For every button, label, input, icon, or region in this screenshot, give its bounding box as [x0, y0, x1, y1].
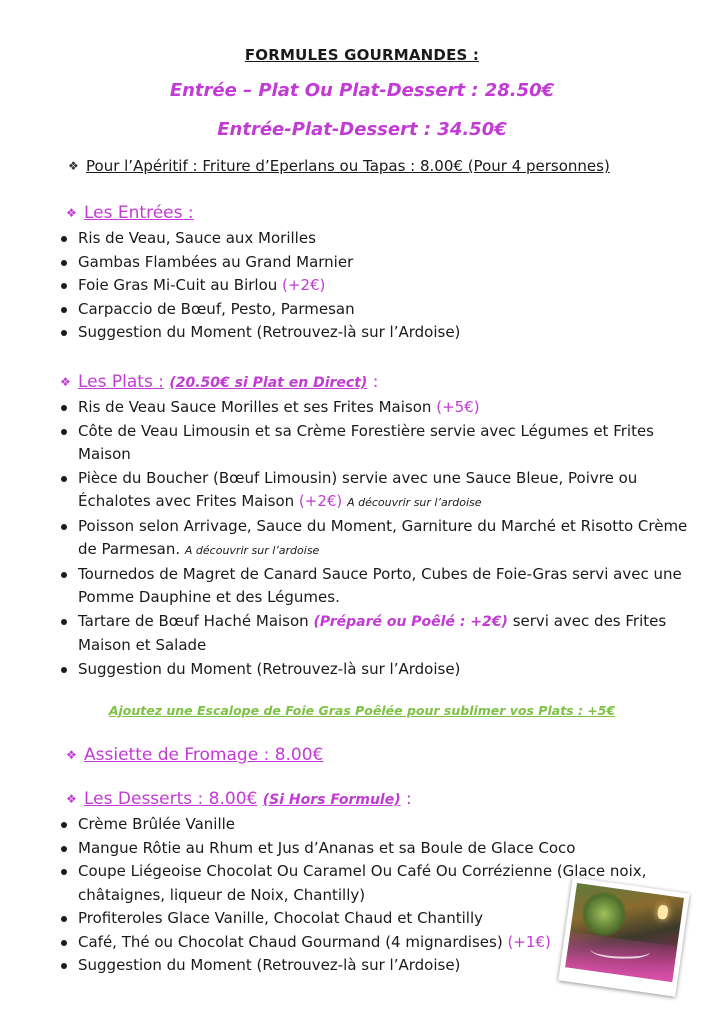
list-item: Café, Thé ou Chocolat Chaud Gourmand (4 mignardises) (+1€) [58, 931, 698, 955]
desserts-hors-formule: (Si Hors Formule) [262, 792, 401, 808]
diamond-bullet-icon: ❖ [66, 748, 77, 762]
list-item: Pièce du Boucher (Bœuf Limousin) servie avec une Sauce Bleue, Poivre ou Échalotes avec Frites Maison (+2€) A découvrir sur l’ardoise [58, 467, 698, 515]
list-item: Tartare de Bœuf Haché Maison (Préparé ou Poêlé : +2€) servi avec des Frites Maison et Salade [58, 610, 698, 658]
section-heading-desserts: ❖ Les Desserts : 8.00€ (Si Hors Formule) : [66, 789, 412, 809]
supplement-price: (+2€) [282, 276, 326, 294]
supplement-price: (+2€) [298, 492, 343, 510]
list-item: Ris de Veau Sauce Morilles et ses Frites Maison (+5€) [58, 396, 698, 420]
section-heading-entrees [66, 203, 194, 223]
page-title: FORMULES GOURMANDES : [244, 46, 480, 64]
list-item: Coupe Liégeoise Chocolat Ou Caramel Ou Café Ou Corrézienne (Glace noix, châtaignes, liqueur de Noix, Chantilly) [58, 860, 698, 907]
list-item: Carpaccio de Bœuf, Pesto, Parmesan [58, 298, 698, 322]
list-item: Ris de Veau, Sauce aux Morilles [58, 227, 698, 251]
list-item: Poisson selon Arrivage, Sauce du Moment, Garniture du Marché et Risotto Crème de Parmesan. A découvrir sur l’ardoise [58, 515, 698, 563]
section-heading-fromage [66, 745, 323, 765]
list-item: Foie Gras Mi-Cuit au Birlou (+2€) [58, 274, 698, 298]
diamond-bullet-icon: ❖ [66, 206, 77, 220]
price-formula-1: Entrée – Plat Ou Plat-Dessert : 28.50€ [169, 80, 555, 101]
list-item: Tournedos de Magret de Canard Sauce Porto, Cubes de Foie-Gras servi avec une Pomme Dauphine et des Légumes. [58, 563, 698, 610]
ardoise-note: A découvrir sur l’ardoise [347, 496, 482, 509]
aperitif-line [68, 157, 610, 175]
fromage-label: Assiette de Fromage : 8.00€ [84, 745, 324, 765]
entrees-label: Les Entrées : [84, 203, 194, 223]
price-formula-2: Entrée-Plat-Dessert : 34.50€ [217, 119, 507, 140]
list-item: Suggestion du Moment (Retrouvez-là sur l’Ardoise) [58, 658, 698, 682]
plats-direct-price: (20.50€ si Plat en Direct) [169, 375, 368, 391]
restaurant-photo-icon [558, 877, 689, 996]
list-item: Côte de Veau Limousin et sa Crème Forestière servie avec Légumes et Frites Maison [58, 420, 698, 467]
ardoise-note: A découvrir sur l’ardoise [184, 544, 320, 557]
list-item: Mangue Rôtie au Rhum et Jus d’Ananas et sa Boule de Glace Coco [58, 837, 698, 861]
diamond-bullet-icon: ❖ [68, 159, 79, 173]
supplement-price: (+5€) [436, 398, 480, 416]
list-item: Gambas Flambées au Grand Marnier [58, 251, 698, 275]
plats-label: Les Plats : [78, 372, 164, 392]
foie-gras-upsell-note: Ajoutez une Escalope de Foie Gras Poêlée pour sublimer vos Plats : +5€ [108, 703, 616, 718]
diamond-bullet-icon: ❖ [60, 375, 71, 389]
section-heading-plats: ❖ Les Plats : (20.50€ si Plat en Direct) : [60, 372, 379, 392]
supplement-price: (+1€) [507, 932, 551, 951]
list-item: Crème Brûlée Vanille [58, 813, 698, 837]
list-item: Profiteroles Glace Vanille, Chocolat Chaud et Chantilly [58, 907, 698, 931]
entrees-list [58, 227, 698, 345]
plats-list [58, 396, 698, 681]
desserts-label: Les Desserts : 8.00€ [84, 789, 258, 809]
diamond-bullet-icon: ❖ [66, 792, 77, 806]
list-item: Suggestion du Moment (Retrouvez-là sur l’Ardoise) [58, 321, 698, 345]
aperitif-text: Pour l’Apéritif : Friture d’Eperlans ou Tapas : 8.00€ (Pour 4 personnes) [86, 157, 610, 175]
supplement-price: (Préparé ou Poêlé : +2€) [313, 613, 508, 630]
list-item: Suggestion du Moment (Retrouvez-là sur l’Ardoise) [58, 954, 698, 978]
